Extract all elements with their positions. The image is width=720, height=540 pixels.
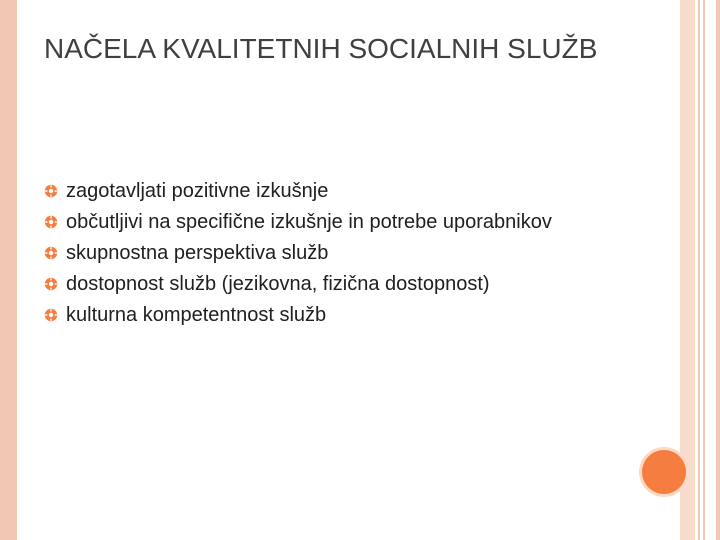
gear-bullet-icon [44, 308, 58, 322]
gear-bullet-icon [44, 277, 58, 291]
bullet-item [44, 238, 644, 269]
orange-circle-icon [642, 450, 686, 494]
bullet-item [44, 207, 644, 238]
slide-title: NAČELA KVALITETNIH SOCIALNIH SLUŽB [44, 33, 598, 64]
frame-right-line [703, 0, 705, 540]
bullet-item [44, 300, 644, 331]
frame-right-line [698, 0, 700, 540]
bullet-text: dostopnost služb (jezikovna, fizična dostopnost) [66, 273, 490, 295]
bullet-item [44, 176, 644, 207]
bullet-text: občutljivi na specifične izkušnje in potrebe uporabnikov [66, 211, 552, 233]
bullet-list [44, 176, 644, 331]
frame-left-border [0, 0, 17, 540]
bullet-text: zagotavljati pozitivne izkušnje [66, 180, 329, 202]
bullet-text: kulturna kompetentnost služb [66, 304, 327, 326]
gear-bullet-icon [44, 215, 58, 229]
frame-right-edge [716, 0, 720, 540]
bullet-item [44, 269, 644, 300]
gear-bullet-icon [44, 184, 58, 198]
bullet-text: skupnostna perspektiva služb [66, 242, 329, 264]
gear-bullet-icon [44, 246, 58, 260]
